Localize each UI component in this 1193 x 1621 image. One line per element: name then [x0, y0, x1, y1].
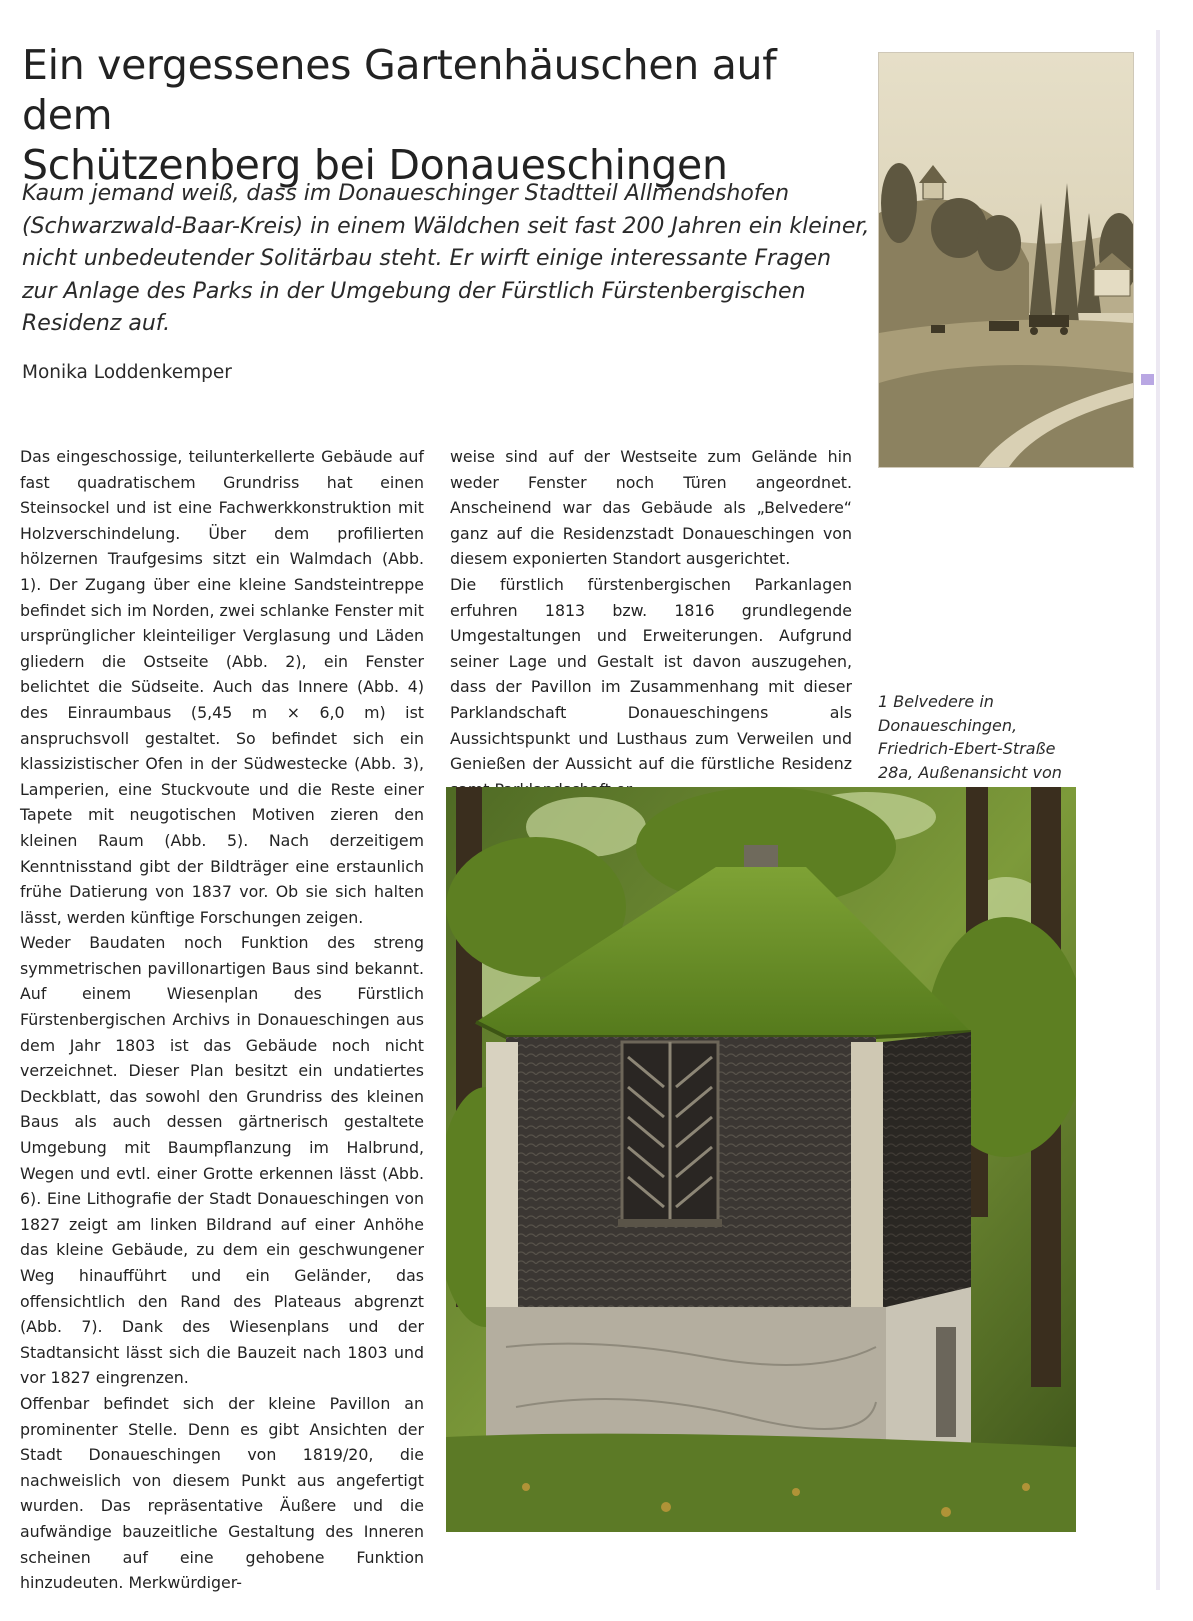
lithograph-image	[878, 52, 1134, 468]
pavilion-photo	[446, 787, 1076, 1532]
text-column-2	[450, 444, 852, 802]
text-column-1	[20, 444, 424, 1596]
paragraph: Weder Baudaten noch Funktion des streng symmetrischen pavillonartigen Baus sind bekannt. Auf einem Wiesenplan des Fürstlich Fürstenbergischen Archivs in Donaueschingen aus dem Jahr 1803 ist das Gebäude noch nicht verzeichnet. Dieser Plan besitzt ein undatiertes Deckblatt, das sowohl den Grundriss des kleinen Baus als auch dessen gärtnerisch gestaltete Umgebung mit Baumpflanzung im Halbrund, Wegen und evtl. einer Grotte erkennen lässt (Abb. 6). Eine Lithografie der Stadt Donaueschingen von 1827 zeigt am linken Bildrand auf einer Anhöhe das kleine Gebäude, zu dem ein geschwungener Weg hinaufführt und ein Geländer, das offensichtlich den Rand des Plateaus abgrenzt (Abb. 7). Dank des Wiesenplans und der Stadtansicht lässt sich die Bauzeit nach 1803 und vor 1827 eingrenzen.	[20, 933, 424, 1388]
article-author: Monika Loddenkemper	[22, 362, 232, 383]
paragraph: weise sind auf der Westseite zum Gelände hin weder Fenster noch Türen angeordnet. Anscheinend war das Gebäude als „Belvedere“ ganz auf die Residenzstadt Donaueschingen von diesem exponierten Standort ausgerichtet.	[450, 447, 852, 569]
paragraph: Die fürstlich fürstenbergischen Parkanlagen erfuhren 1813 bzw. 1816 grundlegende Umgestaltungen und Erweiterungen. Aufgrund seiner Lage und Gestalt ist davon auszugehen, dass der Pavillon im Zusammenhang mit dieser Parklandschaft Donaueschingens als Aussichtspunkt und Lusthaus zum Verweilen und Genießen der Aussicht auf die fürstliche Residenz	[450, 574, 852, 774]
paragraph: Offenbar befindet sich der kleine Pavillon an prominenter Stelle. Denn es gibt Ansichten der Stadt Donaueschingen von 1819/20, die nachweislich von diesem Punkt aus angefertigt wurden. Das repräsentative Äußere und die aufwändige bauzeitliche Gestaltung des Inneren scheinen auf eine gehobene Funktion hinzudeuten. Merkwürdiger-	[20, 1393, 424, 1593]
page-edge-strip	[1156, 30, 1160, 1590]
page-marker	[1141, 374, 1154, 385]
article-lead: Kaum jemand weiß, dass im Donaueschinger Stadtteil Allmendshofen (Schwarzwald-Baar-Kreis) in einem Wäldchen seit fast 200 Jahren ein kleiner, nicht unbedeutender Solitärbau steht. Er wirft einige interessante Fragen zur Anlage des Parks in der Umgebung der Fürstlich Fürstenbergischen Residenz auf.	[22, 181, 870, 336]
paragraph: Das eingeschossige, teilunterkellerte Gebäude auf fast quadratischem Grundriss hat einen Steinsockel und ist eine Fachwerkkonstruktion mit Holzverschindelung. Über dem profilierten hölzernen Traufgesims sitzt ein Walmdach (Abb. 1). Der Zugang über eine kleine Sandsteintreppe befindet sich im Norden, zwei schlanke Fenster mit ursprünglicher kleinteiliger Verglasung und Läden gliedern die Ostseite (Abb. 2), ein Fenster belichtet die Südseite. Auch das Innere (Abb. 4) des Einraumbaus (5,45 m × 6,0 m) ist anspruchsvoll gestaltet. So befindet sich ein klassizistischer Ofen in der Südwestecke (Abb. 3), Lamperien, eine Stuckvoute und die Reste einer Tapete mit neugotischen Motiven zieren den kleinen Raum (Abb. 5). Nach derzeitigem Kenntnisstand gibt der Bildträger eine erstaunlich frühe Datierung von 1837 vor. Ob sie sich halten lässt, werden künftige Forschungen zeigen.	[20, 447, 424, 927]
figure-1-caption: 1 Belvedere in Donaueschingen, Friedrich-Ebert-Straße 28a, Außenansicht von	[878, 692, 1062, 782]
article-title	[22, 40, 862, 190]
title-line-1: Ein vergessenes Gartenhäuschen auf dem	[22, 41, 777, 139]
title-line-2: Schützenberg bei Donaueschingen	[22, 141, 728, 189]
